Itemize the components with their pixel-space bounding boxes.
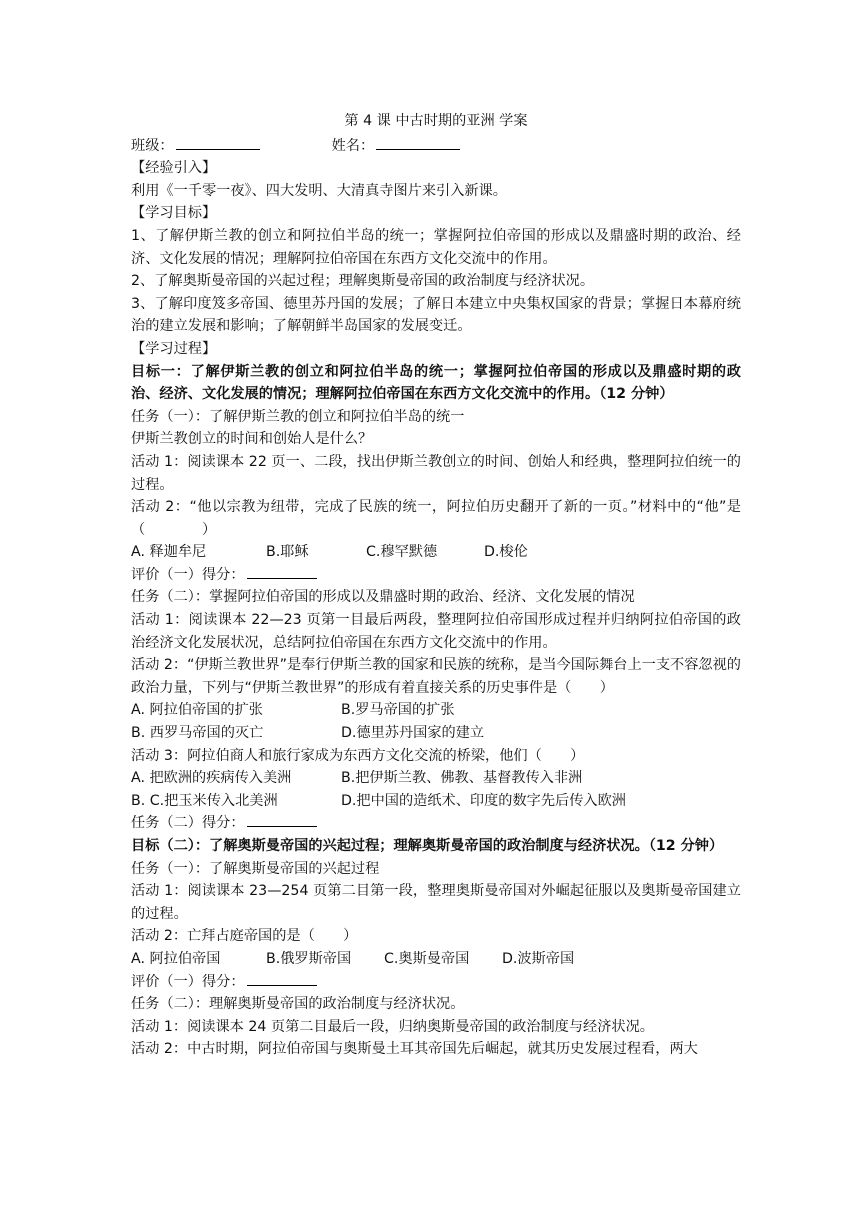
evaluation-row xyxy=(131,564,741,587)
score-blank[interactable] xyxy=(247,812,317,827)
objective-one: 目标一：了解伊斯兰教的创立和阿拉伯半岛的统一；掌握阿拉伯帝国的形成以及鼎盛时期的政治、经济、文化发展的情况；理解阿拉伯帝国在东西方文化交流中的作用。（12 分钟） xyxy=(131,363,741,403)
activity-1-2: 活动 2：“他以宗教为纽带，完成了民族的统一，阿拉伯历史翻开了新的一页。”材料中的“他”是（ ） xyxy=(131,499,741,538)
intro-text: 利用《一千零一夜》、四大发明、大清真寺图片来引入新课。 xyxy=(131,182,507,199)
options-row xyxy=(131,722,741,745)
option-c[interactable]: C.奥斯曼帝国 xyxy=(384,950,470,967)
question-1: 伊斯兰教创立的时间和创始人是什么？ xyxy=(131,431,373,448)
evaluation-row xyxy=(131,971,741,994)
options-row xyxy=(131,699,741,722)
option-b[interactable]: B.耶稣 xyxy=(266,544,309,561)
student-info-row xyxy=(131,135,741,158)
option-b[interactable]: B.把伊斯兰教、佛教、基督教传入非洲 xyxy=(341,770,583,787)
activity-1-1: 活动 1：阅读课本 22 页一、二段，找出伊斯兰教创立的时间、创始人和经典，整理阿拉伯统一的过程。 xyxy=(131,453,741,493)
option-d[interactable]: D.德里苏丹国家的建立 xyxy=(341,725,485,742)
goals-heading: 【学习目标】 xyxy=(131,205,217,222)
goal-item-3: 3、了解印度笈多帝国、德里苏丹国的发展；了解日本建立中央集权国家的背景；掌握日本幕府统治的建立发展和影响；了解朝鲜半岛国家的发展变迁。 xyxy=(131,295,741,335)
activity-2-2-1: 活动 1：阅读课本 24 页第二目最后一段，归纳奥斯曼帝国的政治制度与经济状况。 xyxy=(131,1018,654,1035)
option-c[interactable]: C.穆罕默德 xyxy=(366,544,438,561)
option-a[interactable]: A. 把欧洲的疾病传入美洲 xyxy=(131,770,292,787)
class-blank[interactable] xyxy=(176,135,260,150)
activity-2-1: 活动 1：阅读课本 23—254 页第二目第一段，整理奥斯曼帝国对外崛起征服以及奥斯曼帝国建立的过程。 xyxy=(131,883,741,922)
task-1-2: 任务（二）：掌握阿拉伯帝国的形成以及鼎盛时期的政治、经济、文化发展的情况 xyxy=(131,589,635,606)
class-label: 班级： xyxy=(131,137,174,154)
activity-1-2-3: 活动 3：阿拉伯商人和旅行家成为东西方文化交流的桥梁，他们（ ） xyxy=(131,747,585,764)
document-page xyxy=(131,110,741,1061)
option-d[interactable]: D.波斯帝国 xyxy=(502,950,575,967)
goal-item-2: 2、了解奥斯曼帝国的兴起过程；理解奥斯曼帝国的政治制度与经济状况。 xyxy=(131,273,595,290)
options-row xyxy=(131,948,741,971)
option-c[interactable]: B. C.把玉米传入北美洲 xyxy=(131,792,278,809)
option-d[interactable]: D.梭伦 xyxy=(484,544,528,561)
task-1-1: 任务（一）：了解伊斯兰教的创立和阿拉伯半岛的统一 xyxy=(131,408,465,425)
intro-heading: 【经验引入】 xyxy=(131,160,217,177)
evaluation-row xyxy=(131,812,741,835)
task-2-2: 任务（二）：理解奥斯曼帝国的政治制度与经济状况。 xyxy=(131,996,465,1013)
goal-item-1: 1、了解伊斯兰教的创立和阿拉伯半岛的统一；掌握阿拉伯帝国的形成以及鼎盛时期的政治、经济、文化发展的情况；理解阿拉伯帝国在东西方文化交流中的作用。 xyxy=(131,227,741,267)
option-a[interactable]: A. 阿拉伯帝国 xyxy=(131,950,221,967)
score-blank[interactable] xyxy=(247,564,317,579)
name-label: 姓名： xyxy=(331,137,375,154)
option-c[interactable]: B. 西罗马帝国的灭亡 xyxy=(131,725,264,742)
evaluation-label: 任务（二）得分： xyxy=(131,815,245,832)
activity-1-2-1: 活动 1：阅读课本 22—23 页第一目最后两段，整理阿拉伯帝国形成过程并归纳阿拉伯帝国的政治经济文化发展状况，总结阿拉伯帝国在东西方文化交流中的作用。 xyxy=(131,612,741,651)
option-a[interactable]: A. 释迦牟尼 xyxy=(131,544,207,561)
option-d[interactable]: D.把中国的造纸术、印度的数字先后传入欧洲 xyxy=(341,792,626,809)
option-b[interactable]: B.俄罗斯帝国 xyxy=(266,950,352,967)
evaluation-label: 评价（一）得分： xyxy=(131,973,245,990)
options-row xyxy=(131,767,741,790)
options-row xyxy=(131,790,741,813)
option-a[interactable]: A. 阿拉伯帝国的扩张 xyxy=(131,702,263,719)
activity-2-2-2: 活动 2：中古时期，阿拉伯帝国与奥斯曼土耳其帝国先后崛起，就其历史发展过程看，两大 xyxy=(131,1041,698,1058)
activity-2-2: 活动 2：亡拜占庭帝国的是（ ） xyxy=(131,928,358,945)
options-row xyxy=(131,541,741,564)
option-b[interactable]: B.罗马帝国的扩张 xyxy=(341,702,455,719)
task-2-1: 任务（一）：了解奥斯曼帝国的兴起过程 xyxy=(131,860,380,877)
objective-two: 目标（二）：了解奥斯曼帝国的兴起过程；理解奥斯曼帝国的政治制度与经济状况。（12 分钟） xyxy=(131,838,724,854)
score-blank[interactable] xyxy=(247,971,317,986)
activity-1-2-2: 活动 2：“伊斯兰教世界”是奉行伊斯兰教的国家和民族的统称，是当今国际舞台上一支不容忽视的政治力量，下列与“伊斯兰教世界”的形成有着直接关系的历史事件是（ ） xyxy=(131,657,741,696)
evaluation-label: 评价（一）得分： xyxy=(131,566,245,583)
page-title: 第 4 课 中古时期的亚洲 学案 xyxy=(344,113,528,129)
name-blank[interactable] xyxy=(376,135,460,150)
process-heading: 【学习过程】 xyxy=(131,340,217,357)
